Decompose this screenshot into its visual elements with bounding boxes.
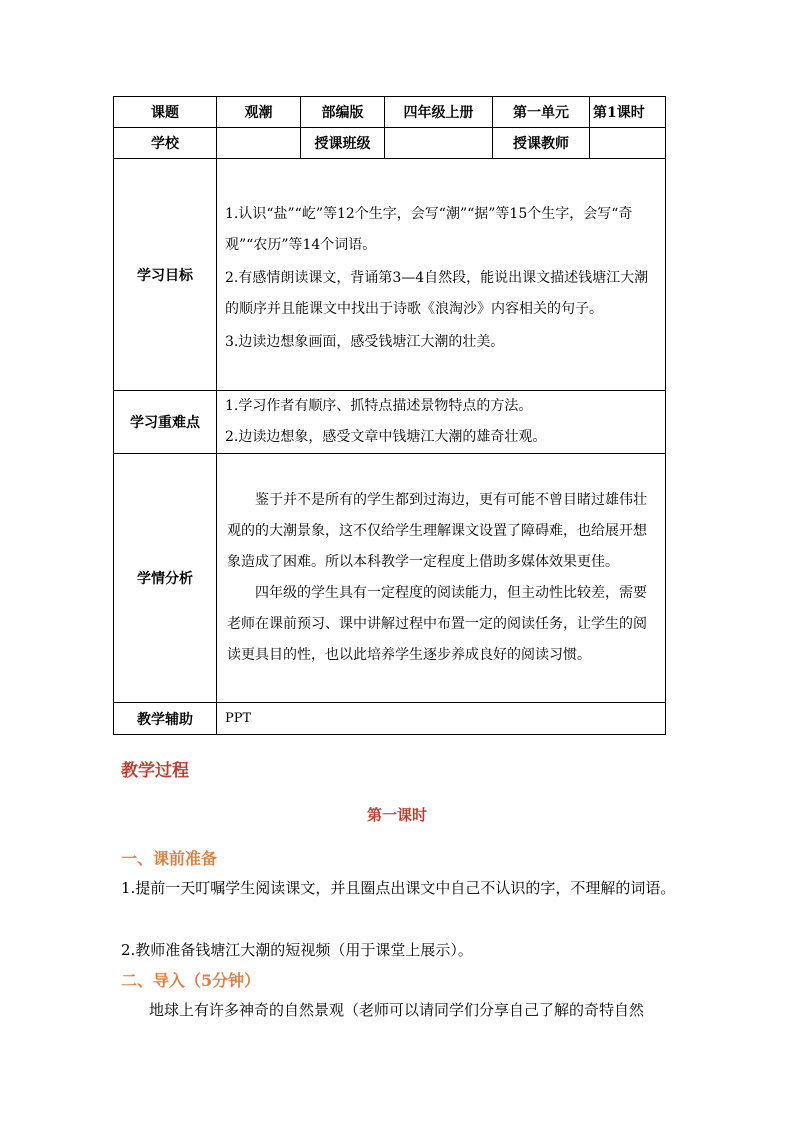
analysis-content [217,454,666,703]
table-row [114,391,666,454]
goals-label: 学习目标 [114,159,217,391]
goal-item: 2.有感情朗读课文，背诵第3—4自然段，能说出课文描述钱塘江大潮的顺序并且能课文中找出于诗歌《浪淘沙》内容相关的句子。 [225,270,649,317]
table-row [114,454,666,703]
table-row [114,97,666,128]
grade-cell: 四年级上册 [385,97,493,128]
aids-value: PPT [217,703,666,735]
intro-paragraph: 地球上有许多神奇的自然景观（老师可以请同学们分享自己了解的奇特自然 [149,1001,645,1019]
table-row [114,703,666,735]
prep-item: 2.教师准备钱塘江大潮的短视频（用于课堂上展示）。 [121,941,473,959]
goals-content [217,159,666,391]
school-label: 学校 [114,128,217,159]
prep-item: 1.提前一天叮嘱学生阅读课文，并且圈点出课文中自己不认识的字，不理解的词语。 [121,879,676,897]
period-cell: 第1课时 [590,97,666,128]
aids-label: 教学辅助 [114,703,217,735]
edition-cell: 部编版 [301,97,385,128]
teacher-label: 授课教师 [493,128,590,159]
goal-item: 3.边读边想象画面，感受钱塘江大潮的壮美。 [225,334,505,350]
table-row [114,159,666,391]
class-label: 授课班级 [301,128,385,159]
analysis-label: 学情分析 [114,454,217,703]
class-value [385,128,493,159]
key-points-content [217,391,666,454]
table-row [114,128,666,159]
goal-item: 1.认识“盐”“屹”等12个生字，会写“潮”“据”等15个生字，会写“奇观”“农历”等14个词语。 [225,206,633,253]
process-title: 教学过程 [121,761,189,781]
section-heading-prep: 一、课前准备 [121,849,218,868]
subject-label: 课题 [114,97,217,128]
key-point-item: 2.边读边想象，感受文章中钱塘江大潮的雄奇壮观。 [225,429,547,445]
key-points-label: 学习重难点 [114,391,217,454]
key-point-item: 1.学习作者有顺序、抓特点描述景物特点的方法。 [225,398,533,414]
school-value [217,128,301,159]
analysis-paragraph: 鉴于并不是所有的学生都到过海边，更有可能不曾目睹过雄伟壮观的的大潮景象，这不仅给学生理解课文设置了障碍难，也给展开想象造成了困难。所以本科教学一定程度上借助多媒体效果更佳。 [227,492,647,570]
section-heading-intro: 二、导入（5分钟） [121,971,261,990]
lesson-title-cell: 观潮 [217,97,301,128]
analysis-paragraph: 四年级的学生具有一定程度的阅读能力，但主动性比较差，需要老师在课前预习、课中讲解过程中布置一定的阅读任务，让学生的阅读更具目的性，也以此培养学生逐步养成良好的阅读习惯。 [227,585,647,663]
unit-cell: 第一单元 [493,97,590,128]
lesson-heading: 第一课时 [366,806,427,824]
lesson-plan-table [113,96,666,735]
teacher-value [590,128,666,159]
